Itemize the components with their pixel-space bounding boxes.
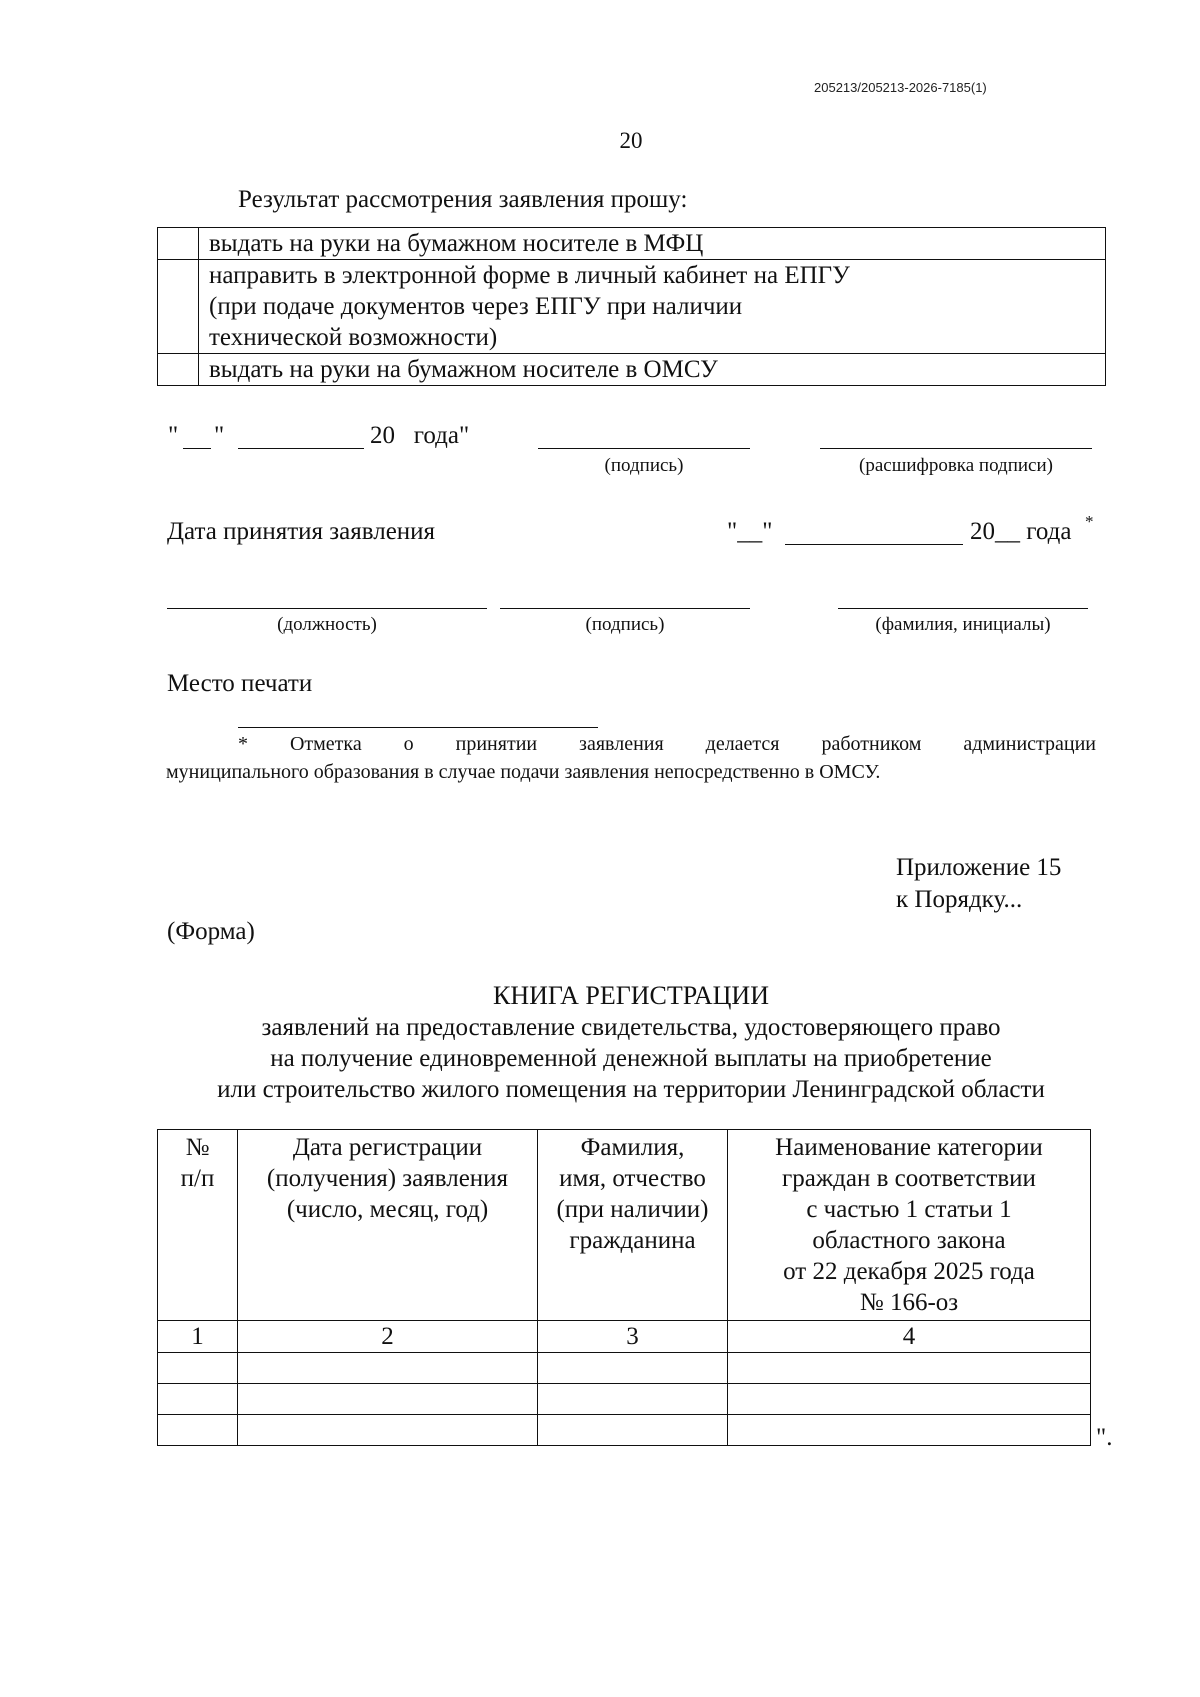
register-cell[interactable] <box>158 1384 238 1415</box>
option-label: выдать на руки на бумажном носителе в МФЦ <box>199 228 1106 260</box>
footnote-rest: муниципального образования в случае подачи заявления непосредственно в ОМСУ. <box>166 761 881 783</box>
document-id: 205213/205213-2026-7185(1) <box>814 80 987 95</box>
register-empty-row <box>158 1384 1091 1415</box>
option-row <box>158 260 1106 354</box>
footnote-separator <box>238 727 598 728</box>
position-line[interactable] <box>167 608 487 609</box>
column-header-category: Наименование категории граждан в соответствии с частью 1 статьи 1 областного закона от 22 декабря 2025 года № 166-оз <box>728 1130 1091 1321</box>
seal-place-label: Место печати <box>167 670 313 697</box>
column-number: 1 <box>158 1321 238 1353</box>
date-day-blank[interactable] <box>183 448 211 449</box>
column-header-date: Дата регистрации (получения) заявления (число, месяц, год) <box>238 1130 538 1321</box>
register-cell[interactable] <box>158 1353 238 1384</box>
option-row <box>158 228 1106 260</box>
option-checkbox[interactable] <box>158 354 199 386</box>
register-table <box>157 1129 1091 1446</box>
appendix-number: Приложение 15 <box>896 854 1062 881</box>
register-cell[interactable] <box>238 1384 538 1415</box>
column-numbers-row <box>158 1321 1091 1353</box>
column-header-name: Фамилия, имя, отчество (при наличии) гражданина <box>538 1130 728 1321</box>
register-cell[interactable] <box>238 1415 538 1446</box>
date-close-quote: " <box>214 422 225 449</box>
option-row <box>158 354 1106 386</box>
register-cell[interactable] <box>728 1415 1091 1446</box>
date-month-blank[interactable] <box>238 448 364 449</box>
applicant-signature-caption: (подпись) <box>604 455 684 476</box>
acceptance-year-text: 20__ года <box>970 518 1072 545</box>
register-cell[interactable] <box>538 1415 728 1446</box>
official-name-line[interactable] <box>838 608 1088 609</box>
register-subtitle-line: или строительство жилого помещения на территории Ленинградской области <box>217 1076 1045 1103</box>
position-caption: (должность) <box>277 614 377 635</box>
form-label: (Форма) <box>167 918 255 945</box>
applicant-decoding-caption: (расшифровка подписи) <box>859 455 1053 476</box>
date-open-quote: " <box>168 422 179 449</box>
acceptance-month-blank[interactable] <box>785 544 963 545</box>
delivery-options-table <box>157 227 1106 386</box>
register-subtitle <box>0 1012 1200 1105</box>
register-subtitle-line: на получение единовременной денежной выплаты на приобретение <box>270 1045 992 1072</box>
option-label-line: направить в электронной форме в личный кабинет на ЕПГУ <box>209 262 850 289</box>
register-cell[interactable] <box>538 1353 728 1384</box>
register-cell[interactable] <box>158 1415 238 1446</box>
column-number: 4 <box>728 1321 1091 1353</box>
option-label: выдать на руки на бумажном носителе в ОМСУ <box>199 354 1106 386</box>
appendix-reference: к Порядку... <box>896 886 1023 913</box>
page-number: 20 <box>619 128 643 153</box>
option-label <box>199 260 1106 354</box>
acceptance-date-day: "__" <box>727 518 773 545</box>
register-title: КНИГА РЕГИСТРАЦИИ <box>493 981 769 1010</box>
request-intro: Результат рассмотрения заявления прошу: <box>238 186 688 213</box>
register-subtitle-line: заявлений на предоставление свидетельства, удостоверяющего право <box>261 1014 1001 1041</box>
option-checkbox[interactable] <box>158 228 199 260</box>
official-signature-line[interactable] <box>500 608 750 609</box>
option-label-line: технической возможности) <box>209 324 498 351</box>
footnote-first-line: * Отметка о принятии заявления делается работником администрации <box>238 733 1096 755</box>
register-header-row <box>158 1130 1091 1321</box>
register-cell[interactable] <box>538 1384 728 1415</box>
option-label-line: (при подаче документов через ЕПГУ при наличии <box>209 293 743 320</box>
footnote-marker: * <box>1085 512 1094 531</box>
register-empty-row <box>158 1415 1091 1446</box>
applicant-decoding-line[interactable] <box>820 448 1092 449</box>
column-number: 3 <box>538 1321 728 1353</box>
applicant-signature-line[interactable] <box>538 448 750 449</box>
official-signature-caption: (подпись) <box>585 614 665 635</box>
register-cell[interactable] <box>238 1353 538 1384</box>
official-name-caption: (фамилия, инициалы) <box>875 614 1051 635</box>
acceptance-date-label: Дата принятия заявления <box>167 518 436 545</box>
footnote <box>166 730 1096 786</box>
column-header-number: № п/п <box>158 1130 238 1321</box>
column-number: 2 <box>238 1321 538 1353</box>
register-cell[interactable] <box>728 1353 1091 1384</box>
closing-quote-mark: ". <box>1096 1424 1113 1451</box>
register-empty-row <box>158 1353 1091 1384</box>
option-checkbox[interactable] <box>158 260 199 354</box>
date-year-text: 20 года" <box>370 422 470 449</box>
register-cell[interactable] <box>728 1384 1091 1415</box>
